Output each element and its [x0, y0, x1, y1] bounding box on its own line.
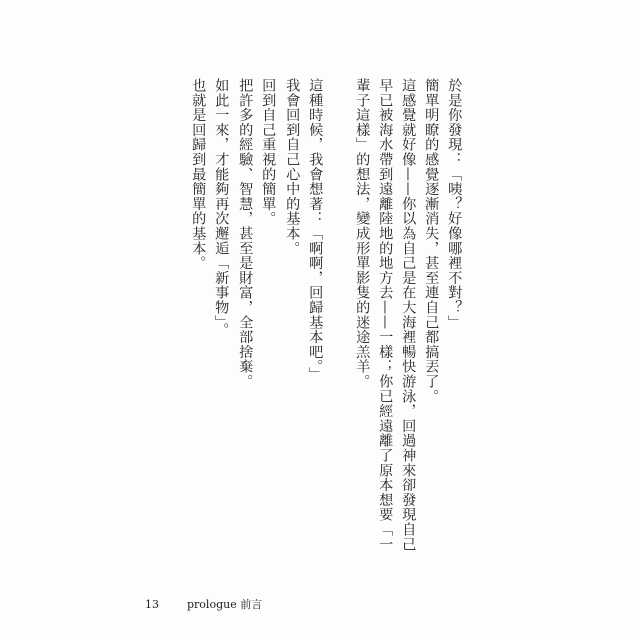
text-line-3: 這感覺就好像——你以為自己是在大海裡暢快游泳，回過神來卻發現自己 [400, 78, 417, 552]
text-line-9: 把許多的經驗、智慧，甚至是財富，全部捨棄。 [237, 78, 254, 389]
text-line-10: 如此一來，才能夠再次邂逅「新事物」。 [213, 78, 230, 338]
text-line-11: 也就是回歸到最簡單的基本。 [190, 78, 207, 271]
text-line-5: 輩子這樣」的想法，變成形單影隻的迷途羔羊。 [354, 78, 371, 389]
text-line-4: 早已被海水帶到遠離陸地的地方去——一樣；你已經遠離了原本想要「一 [377, 78, 394, 552]
text-line-8: 回到自己重視的簡單。 [260, 78, 277, 226]
text-line-6: 這種時候，我會想著：「啊啊，回歸基本吧。」 [307, 78, 324, 382]
page-number: 13 [145, 598, 159, 611]
text-line-2: 簡單明瞭的感覺逐漸消失，甚至連自己都搞丟了。 [423, 78, 440, 404]
text-line-7: 我會回到自己心中的基本。 [284, 78, 301, 256]
page-footer [145, 596, 262, 612]
text-line-1: 於是你發現：「咦？好像哪裡不對？」 [446, 78, 463, 330]
section-label: prologue 前言 [187, 598, 263, 611]
